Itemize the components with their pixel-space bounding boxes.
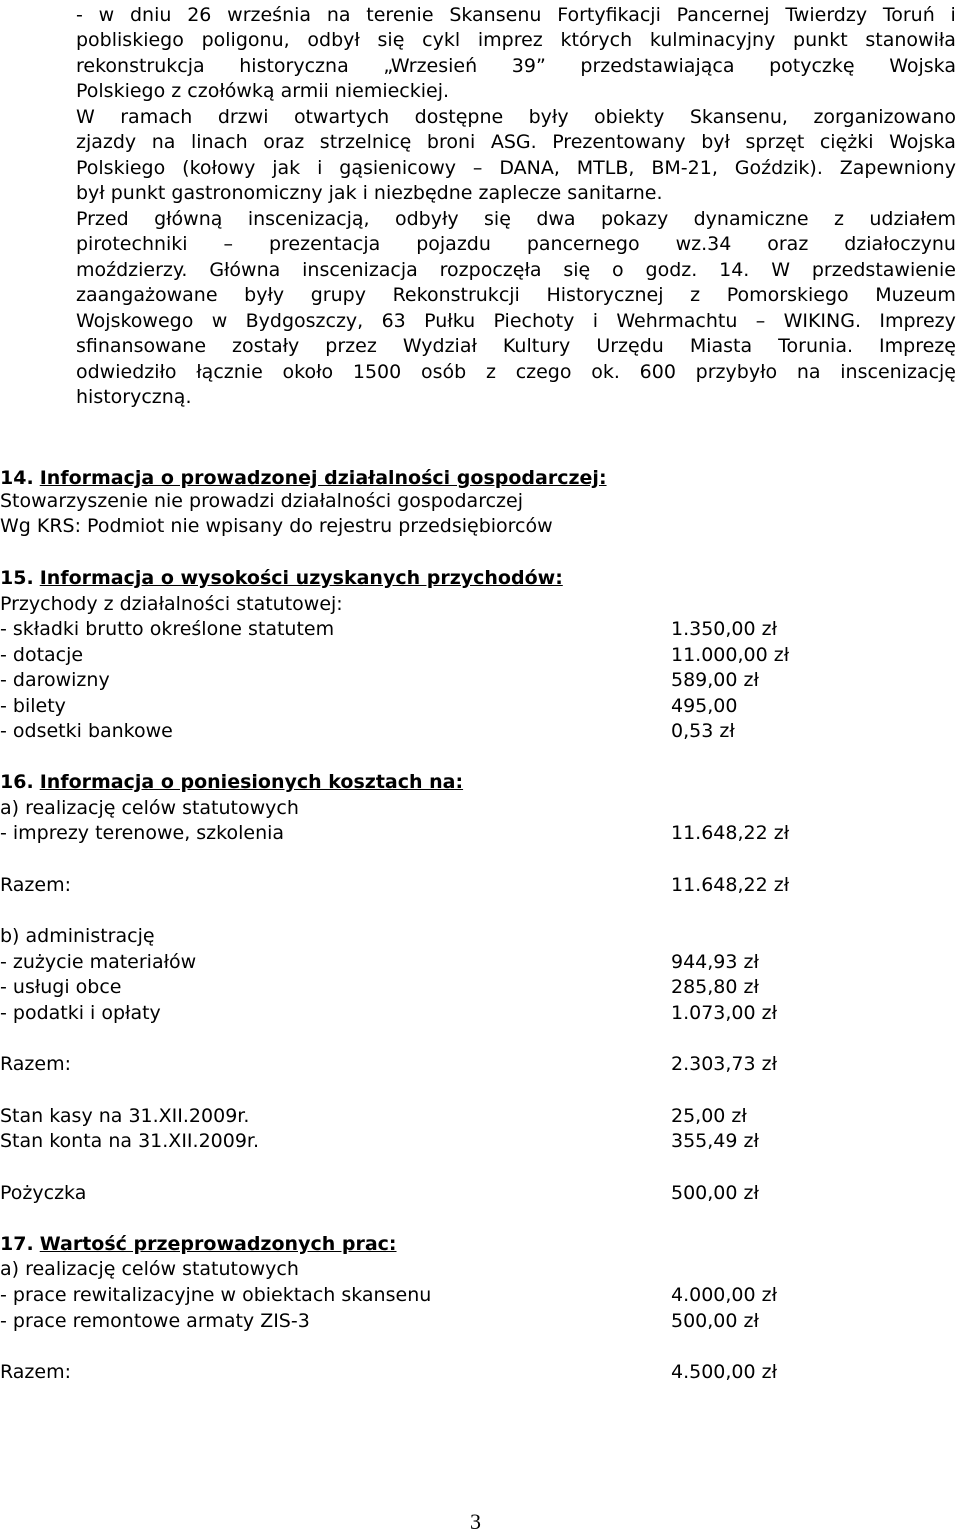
cost-item-label: - imprezy terenowe, szkolenia	[0, 822, 285, 844]
income-item-value: 589,00 zł	[671, 669, 759, 691]
word: stanowiła	[865, 29, 956, 51]
word: w	[98, 4, 115, 26]
word: których	[560, 29, 633, 51]
word: osób	[420, 361, 467, 383]
loan-value: 500,00 zł	[671, 1182, 759, 1204]
word: –	[472, 157, 483, 179]
word: września	[227, 4, 312, 26]
word: około	[282, 361, 334, 383]
paragraph-line	[76, 130, 956, 154]
word: moździerzy.	[76, 259, 188, 281]
word: rekonstrukcja	[76, 55, 205, 77]
word: i	[950, 4, 956, 26]
costs-b-total-value: 2.303,73 zł	[671, 1053, 778, 1075]
works-item-value: 4.000,00 zł	[671, 1284, 778, 1306]
word: rozpoczęła	[439, 259, 542, 281]
word: kulminacyjny	[649, 29, 776, 51]
word: strzelnicę	[319, 131, 412, 153]
word: Piechoty	[493, 310, 575, 332]
word: Pułku	[424, 310, 476, 332]
costs-a-label: a) realizację celów statutowych	[0, 797, 299, 819]
paragraph-line	[76, 232, 956, 256]
word: MTLB,	[576, 157, 635, 179]
word: z	[485, 361, 496, 383]
word: potyczkę	[769, 55, 855, 77]
paragraph-line: był punkt gastronomiczny jak i niezbędne zaplecze sanitarne.	[76, 182, 663, 204]
word: i	[317, 157, 323, 179]
word: WIKING.	[783, 310, 862, 332]
word: Historycznej	[546, 284, 664, 306]
word: były	[244, 284, 285, 306]
section-16-heading	[0, 770, 463, 794]
word: z	[690, 284, 701, 306]
word: na	[796, 361, 821, 383]
loan-label: Pożyczka	[0, 1182, 87, 1204]
word: BM-21,	[651, 157, 718, 179]
word: przedstawienie	[811, 259, 956, 281]
word: udziałem	[869, 208, 956, 230]
word: 26	[187, 4, 212, 26]
works-item-label: - prace rewitalizacyjne w obiektach skansenu	[0, 1284, 432, 1306]
section-14-line-2: Wg KRS: Podmiot nie wpisany do rejestru przedsiębiorców	[0, 515, 553, 537]
income-item-label: - składki brutto określone statutem	[0, 618, 335, 640]
word: (kołowy	[182, 157, 256, 179]
paragraph-line	[76, 3, 956, 27]
word: Skansenu	[449, 4, 542, 26]
word: Goździk).	[734, 157, 823, 179]
paragraph-line	[76, 309, 956, 333]
word: Miasta	[689, 335, 753, 357]
word: działoczynu	[844, 233, 956, 255]
paragraph-line	[76, 360, 956, 384]
cost-item-label: - zużycie materiałów	[0, 951, 197, 973]
word: DANA,	[499, 157, 560, 179]
word: otwartych	[293, 106, 390, 128]
word: ok.	[591, 361, 620, 383]
word: drzwi	[217, 106, 269, 128]
paragraph-line	[76, 334, 956, 358]
word: ciężki	[819, 131, 874, 153]
paragraph-line	[76, 54, 956, 78]
works-total-label: Razem:	[0, 1361, 71, 1383]
word: odbył	[307, 29, 360, 51]
paragraph-line: Polskiego z czołówką armii niemieckiej.	[76, 80, 450, 102]
word: Prezentowany	[552, 131, 686, 153]
word: łącznie	[196, 361, 263, 383]
word: w	[211, 310, 228, 332]
cost-item-value: 944,93 zł	[671, 951, 759, 973]
section-title: Informacja o poniesionych kosztach na:	[39, 771, 464, 793]
cash-balance-value: 25,00 zł	[671, 1105, 747, 1127]
word: odbyły	[394, 208, 459, 230]
word: Pomorskiego	[726, 284, 849, 306]
word: broni	[426, 131, 476, 153]
works-item-value: 500,00 zł	[671, 1310, 759, 1332]
word: Bydgoszczy,	[245, 310, 364, 332]
word: odwiedziło	[76, 361, 177, 383]
costs-a-total-label: Razem:	[0, 874, 71, 896]
word: gąsienicowy	[339, 157, 457, 179]
word: na	[151, 131, 176, 153]
paragraph-line: historyczną.	[76, 386, 192, 408]
section-title: Wartość przeprowadzonych prac:	[39, 1233, 397, 1255]
word: cykl	[422, 29, 461, 51]
word: 1500	[352, 361, 402, 383]
word: Wojska	[889, 55, 956, 77]
word: Pancernej	[676, 4, 770, 26]
word: oraz	[263, 131, 305, 153]
word: Polskiego	[76, 157, 166, 179]
income-item-value: 11.000,00 zł	[671, 644, 790, 666]
word: pobliskiego	[76, 29, 184, 51]
word: terenie	[366, 4, 434, 26]
word: ASG.	[490, 131, 537, 153]
page-number: 3	[470, 1509, 481, 1534]
word: był	[701, 131, 730, 153]
cost-item-label: - usługi obce	[0, 976, 122, 998]
word: linach	[190, 131, 248, 153]
cost-item-value: 285,80 zł	[671, 976, 759, 998]
word: Wydział	[402, 335, 477, 357]
word: się	[484, 208, 511, 230]
word: pokazy	[600, 208, 669, 230]
word: „Wrzesień	[383, 55, 478, 77]
word: się	[563, 259, 591, 281]
paragraph-line	[76, 283, 956, 307]
word: -	[76, 4, 83, 26]
word: z	[833, 208, 844, 230]
word: –	[755, 310, 766, 332]
income-item-label: - bilety	[0, 695, 66, 717]
word: Kultury	[502, 335, 571, 357]
word: Rekonstrukcji	[392, 284, 520, 306]
word: zjazdy	[76, 131, 137, 153]
costs-a-total-value: 11.648,22 zł	[671, 874, 790, 896]
cash-balance-label: Stan kasy na 31.XII.2009r.	[0, 1105, 250, 1127]
word: W	[771, 259, 790, 281]
word: Zapewniony	[839, 157, 956, 179]
word: o	[612, 259, 624, 281]
account-balance-value: 355,49 zł	[671, 1130, 759, 1152]
word: Fortyfikacji	[557, 4, 661, 26]
word: 14.	[719, 259, 750, 281]
paragraph-line	[76, 28, 956, 52]
word: Imprezy	[879, 310, 956, 332]
income-item-label: - dotacje	[0, 644, 84, 666]
paragraph-line	[76, 105, 956, 129]
word: obiekty	[594, 106, 665, 128]
paragraph-line	[76, 258, 956, 282]
section-number: 14.	[0, 467, 34, 489]
word: Wojskowego	[76, 310, 194, 332]
word: prezentacja	[268, 233, 381, 255]
word: Toruń	[882, 4, 935, 26]
word: pirotechniki	[76, 233, 188, 255]
section-15-heading	[0, 566, 563, 590]
account-balance-label: Stan konta na 31.XII.2009r.	[0, 1130, 260, 1152]
word: grupy	[310, 284, 366, 306]
word: Wehrmachtu	[616, 310, 738, 332]
word: czego	[515, 361, 572, 383]
word: sprzęt	[745, 131, 805, 153]
word: jak	[272, 157, 301, 179]
income-item-label: - odsetki bankowe	[0, 720, 173, 742]
word: przez	[325, 335, 377, 357]
works-item-label: - prace remontowe armaty ZIS-3	[0, 1310, 310, 1332]
word: dostępne	[414, 106, 504, 128]
word: wz.34	[675, 233, 732, 255]
word: pojazdu	[416, 233, 491, 255]
word: Wojska	[889, 131, 956, 153]
word: W	[76, 106, 95, 128]
word: się	[377, 29, 405, 51]
word: inscenizacja	[302, 259, 418, 281]
word: dynamiczne	[693, 208, 809, 230]
works-a-label: a) realizację celów statutowych	[0, 1258, 299, 1280]
word: inscenizacją,	[247, 208, 370, 230]
section-17-heading	[0, 1232, 397, 1256]
section-title: Informacja o wysokości uzyskanych przychodów:	[39, 567, 563, 589]
costs-b-total-label: Razem:	[0, 1053, 71, 1075]
section-number: 16.	[0, 771, 34, 793]
section-14-heading	[0, 466, 607, 490]
cost-item-label: - podatki i opłaty	[0, 1002, 161, 1024]
word: pancernego	[526, 233, 640, 255]
word: 63	[381, 310, 406, 332]
paragraph-line	[76, 207, 956, 231]
income-item-label: - darowizny	[0, 669, 110, 691]
word: Torunia.	[778, 335, 853, 357]
word: zaangażowane	[76, 284, 218, 306]
word: punkt	[793, 29, 848, 51]
word: imprez	[477, 29, 543, 51]
word: przybyło	[695, 361, 778, 383]
section-14-line-1: Stowarzyszenie nie prowadzi działalności gospodarczej	[0, 490, 523, 512]
word: Twierdzy	[785, 4, 868, 26]
word: Urzędu	[596, 335, 664, 357]
word: dniu	[129, 4, 172, 26]
word: Przed	[76, 208, 129, 230]
word: –	[223, 233, 234, 255]
word: sfinansowane	[76, 335, 207, 357]
word: zostały	[232, 335, 300, 357]
income-item-value: 1.350,00 zł	[671, 618, 778, 640]
word: inscenizację	[840, 361, 956, 383]
word: zorganizowano	[813, 106, 956, 128]
word: główną	[154, 208, 223, 230]
income-intro: Przychody z działalności statutowej:	[0, 593, 343, 615]
income-item-value: 0,53 zł	[671, 720, 735, 742]
word: Muzeum	[875, 284, 956, 306]
cost-item-value: 1.073,00 zł	[671, 1002, 778, 1024]
section-number: 15.	[0, 567, 34, 589]
word: ramach	[120, 106, 193, 128]
income-item-value: 495,00	[671, 695, 738, 717]
cost-item-value: 11.648,22 zł	[671, 822, 790, 844]
word: Imprezę	[879, 335, 956, 357]
word: oraz	[767, 233, 809, 255]
costs-b-label: b) administrację	[0, 925, 155, 947]
word: na	[326, 4, 351, 26]
section-title: Informacja o prowadzonej działalności gospodarczej:	[39, 467, 607, 489]
section-number: 17.	[0, 1233, 34, 1255]
works-total-value: 4.500,00 zł	[671, 1361, 778, 1383]
word: Główna	[209, 259, 281, 281]
word: dwa	[536, 208, 576, 230]
word: historyczna	[239, 55, 349, 77]
word: godz.	[645, 259, 698, 281]
word: 39”	[511, 55, 546, 77]
paragraph-line	[76, 156, 956, 180]
word: były	[528, 106, 569, 128]
word: i	[592, 310, 598, 332]
word: Skansenu,	[689, 106, 788, 128]
word: poligonu,	[201, 29, 290, 51]
word: przedstawiająca	[580, 55, 735, 77]
word: 600	[639, 361, 676, 383]
